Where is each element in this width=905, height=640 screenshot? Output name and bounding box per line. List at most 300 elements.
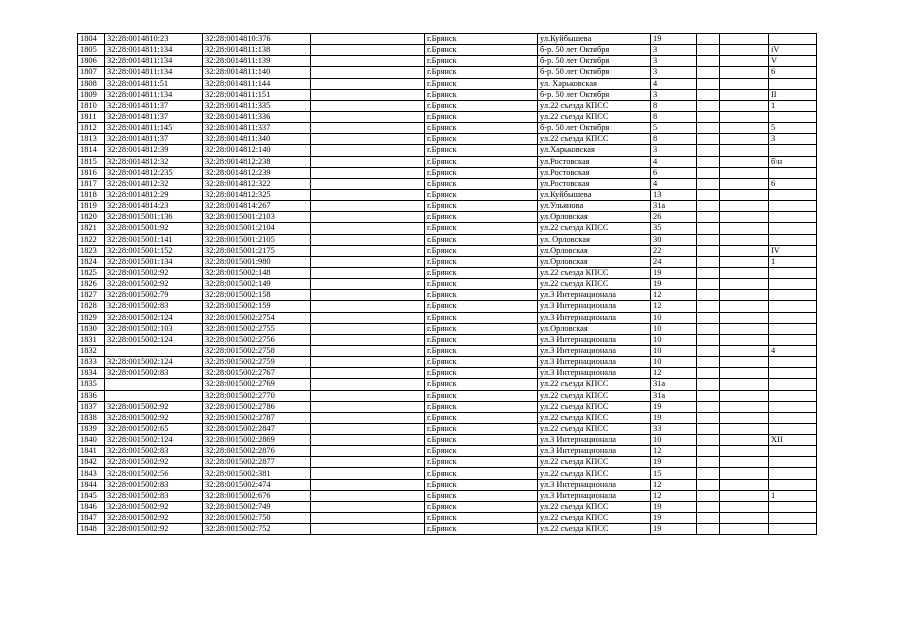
city-cell: г.Брянск <box>425 446 538 457</box>
blank-column-cell <box>311 56 425 67</box>
row-number-cell: 1816 <box>78 167 105 178</box>
house-number-cell: 19 <box>651 501 697 512</box>
object-number-cell: 32:28:0015002:2786 <box>203 401 311 412</box>
object-number-cell: 32:28:0014811:139 <box>203 56 311 67</box>
blank-column-cell <box>720 189 769 200</box>
house-number-cell: 31а <box>651 379 697 390</box>
blank-column-cell <box>720 423 769 434</box>
blank-column-cell <box>311 423 425 434</box>
row-number-cell: 1844 <box>78 479 105 490</box>
parcel-number-cell: 32:28:0015002:83 <box>105 479 203 490</box>
house-number-cell: 22 <box>651 245 697 256</box>
apartment-number-cell <box>769 323 817 334</box>
blank-column-cell <box>311 123 425 134</box>
table-row <box>78 256 817 267</box>
table-row <box>78 401 817 412</box>
blank-column-cell <box>311 145 425 156</box>
city-cell: г.Брянск <box>425 267 538 278</box>
parcel-number-cell: 32:28:0014814:23 <box>105 201 203 212</box>
parcel-number-cell: 32:28:0014811:145 <box>105 123 203 134</box>
blank-column-cell <box>311 100 425 111</box>
blank-column-cell <box>311 379 425 390</box>
object-number-cell: 32:28:0015002:2877 <box>203 457 311 468</box>
apartment-number-cell: IV <box>769 245 817 256</box>
city-cell: г.Брянск <box>425 368 538 379</box>
apartment-number-cell <box>769 212 817 223</box>
table-row <box>78 379 817 390</box>
blank-column-cell <box>697 279 720 290</box>
blank-column-cell <box>311 301 425 312</box>
parcel-number-cell: 32:28:0015002:92 <box>105 279 203 290</box>
table-row <box>78 267 817 278</box>
row-number-cell: 1830 <box>78 323 105 334</box>
blank-column-cell <box>311 245 425 256</box>
blank-column-cell <box>311 334 425 345</box>
blank-column-cell <box>311 368 425 379</box>
street-cell: ул.3 Интернационала <box>538 435 651 446</box>
city-cell: г.Брянск <box>425 134 538 145</box>
blank-column-cell <box>697 256 720 267</box>
table-row <box>78 111 817 122</box>
blank-column-cell <box>697 156 720 167</box>
street-cell: ул.3 Интернационала <box>538 446 651 457</box>
house-number-cell: 19 <box>651 401 697 412</box>
table-row <box>78 524 817 535</box>
blank-column-cell <box>311 111 425 122</box>
blank-column-cell <box>720 290 769 301</box>
blank-column-cell <box>697 457 720 468</box>
parcel-number-cell: 32:28:0015002:92 <box>105 513 203 524</box>
blank-column-cell <box>697 412 720 423</box>
city-cell: г.Брянск <box>425 234 538 245</box>
city-cell: г.Брянск <box>425 167 538 178</box>
city-cell: г.Брянск <box>425 379 538 390</box>
blank-column-cell <box>720 513 769 524</box>
row-number-cell: 1819 <box>78 201 105 212</box>
apartment-number-cell <box>769 524 817 535</box>
blank-column-cell <box>720 167 769 178</box>
street-cell: ул.22 съезда КПСС <box>538 267 651 278</box>
table-row <box>78 513 817 524</box>
row-number-cell: 1814 <box>78 145 105 156</box>
parcel-number-cell: 32:28:0014811:134 <box>105 56 203 67</box>
apartment-number-cell <box>769 479 817 490</box>
row-number-cell: 1810 <box>78 100 105 111</box>
parcel-number-cell: 32:28:0014811:134 <box>105 89 203 100</box>
blank-column-cell <box>720 490 769 501</box>
blank-column-cell <box>697 490 720 501</box>
street-cell: ул.22 съезда КПСС <box>538 100 651 111</box>
object-number-cell: 32:28:0015001:2105 <box>203 234 311 245</box>
table-row <box>78 123 817 134</box>
blank-column-cell <box>697 446 720 457</box>
city-cell: г.Брянск <box>425 45 538 56</box>
street-cell: ул.22 съезда КПСС <box>538 513 651 524</box>
blank-column-cell <box>720 245 769 256</box>
blank-column-cell <box>311 167 425 178</box>
blank-column-cell <box>311 345 425 356</box>
city-cell: г.Брянск <box>425 279 538 290</box>
parcel-number-cell: 32:28:0015002:83 <box>105 490 203 501</box>
blank-column-cell <box>311 279 425 290</box>
blank-column-cell <box>311 524 425 535</box>
street-cell: ул.Ростовская <box>538 156 651 167</box>
blank-column-cell <box>720 524 769 535</box>
row-number-cell: 1833 <box>78 357 105 368</box>
object-number-cell: 32:28:0015002:2876 <box>203 446 311 457</box>
blank-column-cell <box>697 368 720 379</box>
street-cell: ул.22 съезда КПСС <box>538 468 651 479</box>
object-number-cell: 32:28:0015002:2759 <box>203 357 311 368</box>
parcel-number-cell: 32:28:0015001:136 <box>105 212 203 223</box>
object-number-cell: 32:28:0014811:140 <box>203 67 311 78</box>
house-number-cell: 31а <box>651 390 697 401</box>
street-cell: ул. Орловская <box>538 234 651 245</box>
blank-column-cell <box>720 357 769 368</box>
blank-column-cell <box>697 323 720 334</box>
city-cell: г.Брянск <box>425 323 538 334</box>
city-cell: г.Брянск <box>425 312 538 323</box>
city-cell: г.Брянск <box>425 412 538 423</box>
parcel-number-cell: 32:28:0014810:23 <box>105 34 203 45</box>
blank-column-cell <box>720 89 769 100</box>
table-row <box>78 167 817 178</box>
row-number-cell: 1818 <box>78 189 105 200</box>
blank-column-cell <box>720 256 769 267</box>
blank-column-cell <box>720 334 769 345</box>
blank-column-cell <box>720 34 769 45</box>
object-number-cell: 32:28:0015002:381 <box>203 468 311 479</box>
street-cell: ул.Куйбышева <box>538 34 651 45</box>
row-number-cell: 1815 <box>78 156 105 167</box>
table-row <box>78 100 817 111</box>
row-number-cell: 1829 <box>78 312 105 323</box>
city-cell: г.Брянск <box>425 524 538 535</box>
blank-column-cell <box>311 401 425 412</box>
city-cell: г.Брянск <box>425 212 538 223</box>
object-number-cell: 32:28:0015002:2787 <box>203 412 311 423</box>
row-number-cell: 1837 <box>78 401 105 412</box>
blank-column-cell <box>720 178 769 189</box>
object-number-cell: 32:28:0015002:750 <box>203 513 311 524</box>
row-number-cell: 1832 <box>78 345 105 356</box>
city-cell: г.Брянск <box>425 156 538 167</box>
blank-column-cell <box>311 267 425 278</box>
apartment-number-cell <box>769 111 817 122</box>
object-number-cell: 32:28:0015002:2755 <box>203 323 311 334</box>
parcel-number-cell: 32:28:0015001:152 <box>105 245 203 256</box>
street-cell: б-р. 50 лет Октября <box>538 123 651 134</box>
row-number-cell: 1845 <box>78 490 105 501</box>
house-number-cell: 12 <box>651 368 697 379</box>
street-cell: ул.22 съезда КПСС <box>538 501 651 512</box>
object-number-cell: 32:28:0015002:752 <box>203 524 311 535</box>
city-cell: г.Брянск <box>425 89 538 100</box>
street-cell: ул.Орловская <box>538 245 651 256</box>
city-cell: г.Брянск <box>425 67 538 78</box>
city-cell: г.Брянск <box>425 490 538 501</box>
city-cell: г.Брянск <box>425 56 538 67</box>
parcel-number-cell: 32:28:0015002:124 <box>105 334 203 345</box>
object-number-cell: 32:28:0015002:2769 <box>203 379 311 390</box>
table-row <box>78 279 817 290</box>
parcel-number-cell: 32:28:0014811:134 <box>105 67 203 78</box>
apartment-number-cell: 5 <box>769 123 817 134</box>
blank-column-cell <box>697 435 720 446</box>
house-number-cell: 4 <box>651 78 697 89</box>
house-number-cell: 13 <box>651 189 697 200</box>
blank-column-cell <box>697 334 720 345</box>
parcel-number-cell: 32:28:0014812:29 <box>105 189 203 200</box>
city-cell: г.Брянск <box>425 301 538 312</box>
city-cell: г.Брянск <box>425 223 538 234</box>
table-row <box>78 45 817 56</box>
city-cell: г.Брянск <box>425 78 538 89</box>
parcel-number-cell: 32:28:0014812:32 <box>105 156 203 167</box>
object-number-cell: 32:28:0014811:151 <box>203 89 311 100</box>
object-number-cell: 32:28:0015002:2869 <box>203 435 311 446</box>
table-row <box>78 234 817 245</box>
table-row <box>78 212 817 223</box>
street-cell: ул.Харьковская <box>538 145 651 156</box>
table-row <box>78 67 817 78</box>
blank-column-cell <box>697 267 720 278</box>
parcel-number-cell: 32:28:0015002:56 <box>105 468 203 479</box>
row-number-cell: 1839 <box>78 423 105 434</box>
blank-column-cell <box>720 468 769 479</box>
city-cell: г.Брянск <box>425 334 538 345</box>
object-number-cell: 32:28:0015002:2758 <box>203 345 311 356</box>
house-number-cell: 8 <box>651 111 697 122</box>
street-cell: ул.Куйбышева <box>538 189 651 200</box>
parcel-number-cell: 32:28:0015002:83 <box>105 368 203 379</box>
parcel-number-cell: 32:28:0015002:92 <box>105 457 203 468</box>
city-cell: г.Брянск <box>425 513 538 524</box>
house-number-cell: 33 <box>651 423 697 434</box>
house-number-cell: 19 <box>651 279 697 290</box>
house-number-cell: 10 <box>651 357 697 368</box>
blank-column-cell <box>697 56 720 67</box>
apartment-number-cell <box>769 513 817 524</box>
apartment-number-cell <box>769 189 817 200</box>
row-number-cell: 1812 <box>78 123 105 134</box>
blank-column-cell <box>311 234 425 245</box>
blank-column-cell <box>720 379 769 390</box>
house-number-cell: 15 <box>651 468 697 479</box>
blank-column-cell <box>720 446 769 457</box>
street-cell: ул.22 съезда КПСС <box>538 401 651 412</box>
table-row <box>78 412 817 423</box>
blank-column-cell <box>697 312 720 323</box>
city-cell: г.Брянск <box>425 401 538 412</box>
street-cell: ул.3 Интернационала <box>538 479 651 490</box>
table-row <box>78 56 817 67</box>
parcel-number-cell: 32:28:0015001:92 <box>105 223 203 234</box>
blank-column-cell <box>720 45 769 56</box>
parcel-number-cell: 32:28:0015002:79 <box>105 290 203 301</box>
blank-column-cell <box>697 178 720 189</box>
object-number-cell: 32:28:0015002:158 <box>203 290 311 301</box>
apartment-number-cell <box>769 368 817 379</box>
blank-column-cell <box>697 524 720 535</box>
blank-column-cell <box>311 256 425 267</box>
row-number-cell: 1842 <box>78 457 105 468</box>
blank-column-cell <box>311 156 425 167</box>
apartment-number-cell: 6 <box>769 67 817 78</box>
blank-column-cell <box>720 479 769 490</box>
house-number-cell: 5 <box>651 123 697 134</box>
blank-column-cell <box>697 223 720 234</box>
street-cell: ул.Орловская <box>538 256 651 267</box>
apartment-number-cell <box>769 379 817 390</box>
object-number-cell: 32:28:0015002:148 <box>203 267 311 278</box>
parcel-number-cell: 32:28:0015002:124 <box>105 435 203 446</box>
blank-column-cell <box>697 390 720 401</box>
row-number-cell: 1831 <box>78 334 105 345</box>
row-number-cell: 1826 <box>78 279 105 290</box>
object-number-cell: 32:28:0015002:149 <box>203 279 311 290</box>
table-row <box>78 479 817 490</box>
blank-column-cell <box>720 145 769 156</box>
row-number-cell: 1805 <box>78 45 105 56</box>
house-number-cell: 8 <box>651 100 697 111</box>
object-number-cell: 32:28:0015002:2767 <box>203 368 311 379</box>
object-number-cell: 32:28:0015002:2847 <box>203 423 311 434</box>
street-cell: ул.22 съезда КПСС <box>538 111 651 122</box>
blank-column-cell <box>697 34 720 45</box>
street-cell: ул. Харьковская <box>538 78 651 89</box>
house-number-cell: 19 <box>651 524 697 535</box>
row-number-cell: 1822 <box>78 234 105 245</box>
parcel-number-cell: 32:28:0015002:92 <box>105 267 203 278</box>
row-number-cell: 1806 <box>78 56 105 67</box>
blank-column-cell <box>697 189 720 200</box>
apartment-number-cell: б\н <box>769 156 817 167</box>
blank-column-cell <box>720 156 769 167</box>
table-row <box>78 245 817 256</box>
blank-column-cell <box>697 111 720 122</box>
apartment-number-cell <box>769 34 817 45</box>
city-cell: г.Брянск <box>425 245 538 256</box>
blank-column-cell <box>311 513 425 524</box>
blank-column-cell <box>311 490 425 501</box>
blank-column-cell <box>697 301 720 312</box>
street-cell: ул.3 Интернационала <box>538 368 651 379</box>
blank-column-cell <box>311 501 425 512</box>
house-number-cell: 12 <box>651 490 697 501</box>
blank-column-cell <box>311 78 425 89</box>
parcel-number-cell: 32:28:0014812:39 <box>105 145 203 156</box>
apartment-number-cell: V <box>769 56 817 67</box>
apartment-number-cell <box>769 167 817 178</box>
house-number-cell: 8 <box>651 134 697 145</box>
blank-column-cell <box>311 223 425 234</box>
city-cell: г.Брянск <box>425 290 538 301</box>
blank-column-cell <box>697 145 720 156</box>
blank-column-cell <box>697 78 720 89</box>
parcel-number-cell: 32:28:0014811:37 <box>105 100 203 111</box>
row-number-cell: 1808 <box>78 78 105 89</box>
object-number-cell: 32:28:0015002:749 <box>203 501 311 512</box>
apartment-number-cell <box>769 468 817 479</box>
table-row <box>78 145 817 156</box>
city-cell: г.Брянск <box>425 111 538 122</box>
parcel-number-cell: 32:28:0014812:32 <box>105 178 203 189</box>
blank-column-cell <box>697 245 720 256</box>
blank-column-cell <box>697 379 720 390</box>
apartment-number-cell <box>769 423 817 434</box>
table-row <box>78 290 817 301</box>
row-number-cell: 1840 <box>78 435 105 446</box>
row-number-cell: 1847 <box>78 513 105 524</box>
table-row <box>78 34 817 45</box>
object-number-cell: 32:28:0014812:140 <box>203 145 311 156</box>
object-number-cell: 32:28:0015001:2104 <box>203 223 311 234</box>
row-number-cell: 1807 <box>78 67 105 78</box>
house-number-cell: 19 <box>651 412 697 423</box>
apartment-number-cell: 1 <box>769 490 817 501</box>
house-number-cell: 6 <box>651 167 697 178</box>
table-row <box>78 178 817 189</box>
object-number-cell: 32:28:0015001:2175 <box>203 245 311 256</box>
blank-column-cell <box>697 513 720 524</box>
blank-column-cell <box>311 212 425 223</box>
house-number-cell: 30 <box>651 234 697 245</box>
apartment-number-cell <box>769 457 817 468</box>
table-row <box>78 301 817 312</box>
city-cell: г.Брянск <box>425 457 538 468</box>
blank-column-cell <box>311 34 425 45</box>
table-row <box>78 390 817 401</box>
blank-column-cell <box>311 134 425 145</box>
parcel-number-cell <box>105 390 203 401</box>
street-cell: ул.3 Интернационала <box>538 290 651 301</box>
object-number-cell: 32:28:0015001:980 <box>203 256 311 267</box>
row-number-cell: 1821 <box>78 223 105 234</box>
blank-column-cell <box>311 45 425 56</box>
house-number-cell: 4 <box>651 178 697 189</box>
street-cell: б-р. 50 лет Октября <box>538 56 651 67</box>
house-number-cell: 4 <box>651 156 697 167</box>
blank-column-cell <box>697 401 720 412</box>
table-row <box>78 201 817 212</box>
blank-column-cell <box>697 345 720 356</box>
row-number-cell: 1820 <box>78 212 105 223</box>
street-cell: ул.Ростовская <box>538 167 651 178</box>
parcel-number-cell: 32:28:0015001:134 <box>105 256 203 267</box>
blank-column-cell <box>311 67 425 78</box>
blank-column-cell <box>720 412 769 423</box>
apartment-number-cell <box>769 501 817 512</box>
city-cell: г.Брянск <box>425 435 538 446</box>
blank-column-cell <box>720 368 769 379</box>
blank-column-cell <box>697 423 720 434</box>
blank-column-cell <box>720 111 769 122</box>
city-cell: г.Брянск <box>425 390 538 401</box>
blank-column-cell <box>720 323 769 334</box>
parcel-number-cell: 32:28:0015002:65 <box>105 423 203 434</box>
blank-column-cell <box>311 323 425 334</box>
street-cell: ул.3 Интернационала <box>538 334 651 345</box>
city-cell: г.Брянск <box>425 423 538 434</box>
object-number-cell: 32:28:0015001:2103 <box>203 212 311 223</box>
object-number-cell: 32:28:0014811:335 <box>203 100 311 111</box>
object-number-cell: 32:28:0014811:138 <box>203 45 311 56</box>
blank-column-cell <box>311 312 425 323</box>
house-number-cell: 3 <box>651 56 697 67</box>
street-cell: б-р. 50 лет Октября <box>538 89 651 100</box>
apartment-number-cell <box>769 446 817 457</box>
